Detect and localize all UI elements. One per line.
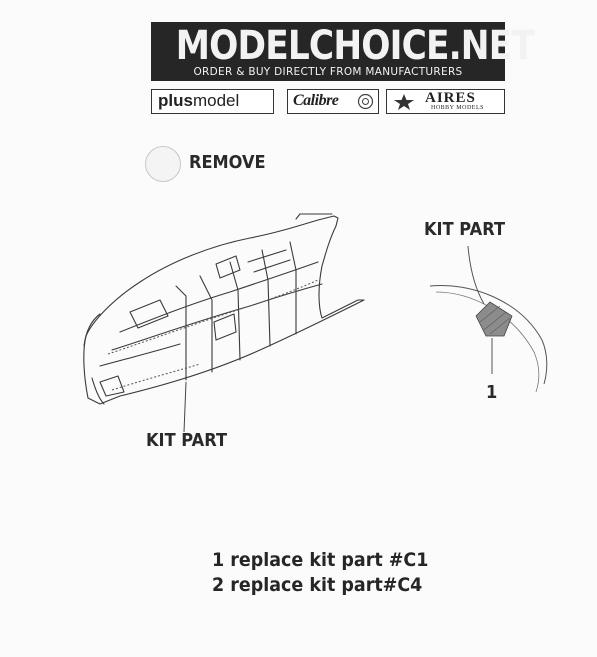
- left-leader-line: [184, 382, 186, 432]
- aires-logo-text: AIRES: [425, 90, 476, 106]
- kit-part-label-right: KIT PART: [424, 219, 505, 240]
- kit-part-label-left: KIT PART: [146, 430, 227, 451]
- brand-tagline: ORDER & BUY DIRECTLY FROM MANUFACTURERS: [193, 66, 463, 78]
- instruction-line: 2 replace kit part#C4: [212, 574, 423, 596]
- aires-logo-subtext: HOBBY MODELS: [431, 105, 484, 111]
- plusmodel-logo-bold-text: plus: [158, 91, 193, 110]
- plusmodel-logo-normal-text: model: [192, 91, 240, 110]
- kit-part-detail: [430, 246, 547, 392]
- calibre-logo-text: Calibre: [293, 92, 339, 109]
- fuselage-outline: [84, 214, 364, 404]
- panel-lines: [108, 280, 318, 390]
- remove-legend-label: REMOVE: [189, 152, 266, 173]
- part-number-label: 1: [486, 382, 498, 403]
- brand-title: MODELCHOICE.NET: [175, 23, 534, 69]
- instruction-line: 1 replace kit part #C1: [212, 549, 429, 571]
- replacement-instructions: [212, 548, 447, 598]
